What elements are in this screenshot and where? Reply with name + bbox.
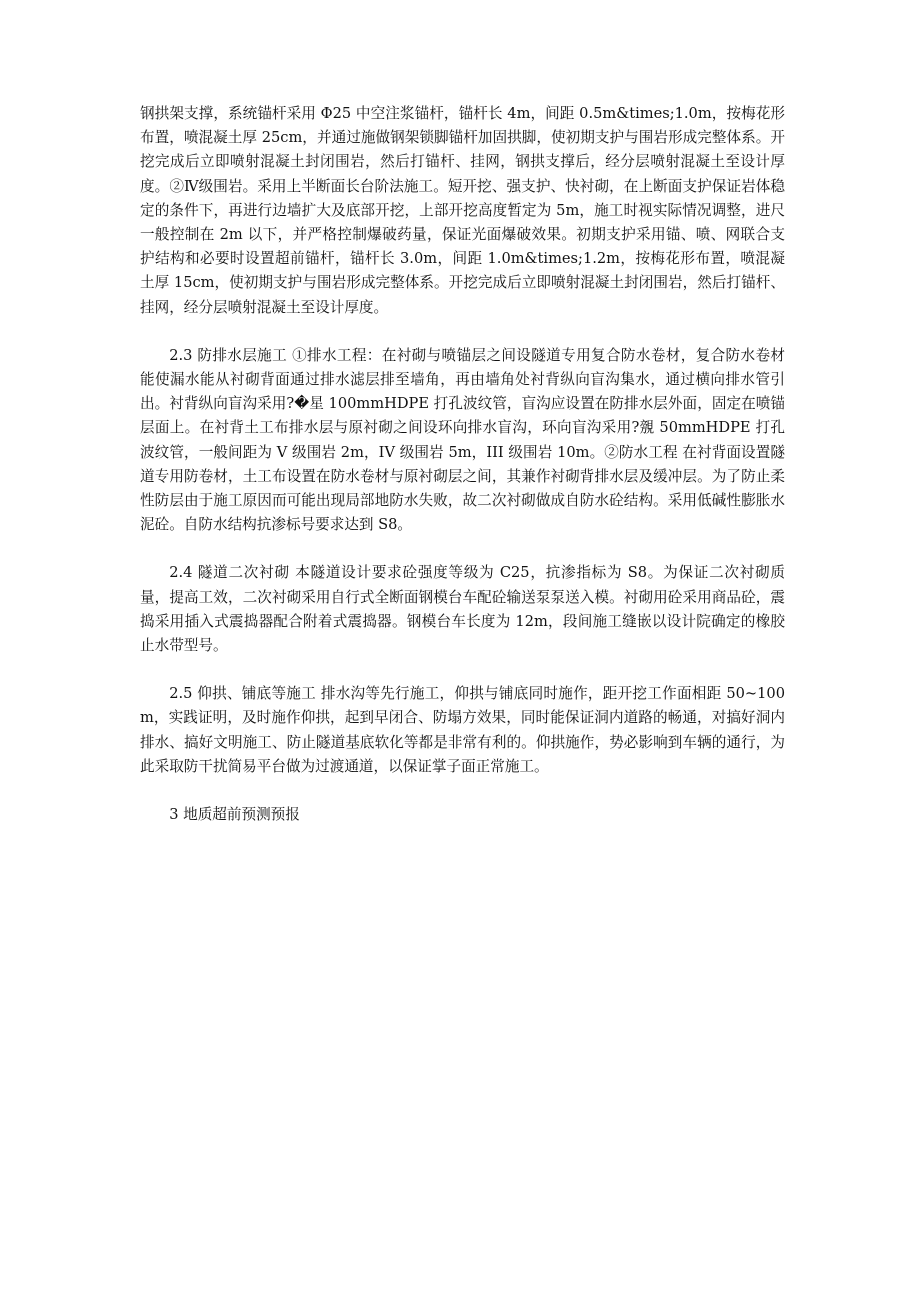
paragraph-inverted-arch: 2.5 仰拱、铺底等施工 排水沟等先行施工，仰拱与铺底同时施作，距开挖工作面相距 50~100m，实践证明，及时施作仰拱，起到早闭合、防塌方效果，同时能保证洞内道路的畅通，对搞好洞内排水、搞好文明施工、防止隧道基底软化等都是非常有利的。仰拱施作，势必影响到车辆的通行，为此采取防干扰简易平台做为过渡通道，以保证掌子面正常施工。 xyxy=(140,685,785,775)
paragraph-secondary-lining: 2.4 隧道二次衬砌 本隧道设计要求砼强度等级为 C25，抗渗指标为 S8。为保证二次衬砌质量，提高工效，二次衬砌采用自行式全断面钢模台车配砼输送泵泵送入模。衬砌用砼采用商品砼，震捣采用插入式震捣器配合附着式震捣器。钢模台车长度为 12m，段间施工缝嵌以设计院确定的橡胶止水带型号。 xyxy=(140,564,785,655)
paragraph-support-construction: 钢拱架支撑，系统锚杆采用 Φ25 中空注浆锚杆，锚杆长 4m，间距 0.5m&times;1.0m，按梅花形布置，喷混凝土厚 25cm，并通过施做钢架锁脚锚杆加固拱脚，使初期支护与围岩形成完整体系。开挖完成后立即喷射混凝土封闭围岩，然后打锚杆、挂网，钢拱支撑后，经分层喷射混凝土至设计厚度。②Ⅳ级围岩。采用上半断面长台阶法施工。短开挖、强支护、快衬砌，在上断面支护保证岩体稳定的条件下，再进行边墙扩大及底部开挖，上部开挖高度暂定为 5m，施工时视实际情况调整，进尺一般控制在 2m 以下，并严格控制爆破药量，保证光面爆破效果。初期支护采用锚、喷、网联合支护结构和必要时设置超前锚杆，锚杆长 3.0m，间距 1.0m&times;1.2m，按梅花形布置，喷混凝土厚 15cm，使初期支护与围岩形成完整体系。开挖完成后立即喷射混凝土封闭围岩，然后打锚杆、挂网，经分层喷射混凝土至设计厚度。 xyxy=(140,105,785,316)
paragraph-waterproof-drainage: 2.3 防排水层施工 ①排水工程：在衬砌与喷锚层之间设隧道专用复合防水卷材，复合防水卷材能使漏水能从衬砌背面通过排水滤层排至墙角，再由墙角处衬背纵向盲沟集水，通过横向排水管引出。衬背纵向盲沟采用?�星 100mmHDPE 打孔波纹管，盲沟应设置在防排水层外面，固定在喷锚层面上。在衬背土工布排水层与原衬砌之间设环向排水盲沟，环向盲沟采用?覫 50mmHDPE 打孔波纹管，一般间距为 V 级围岩 2m，IV 级围岩 5m，III 级围岩 10m。②防水工程 在衬背面设置隧道专用防卷材，土工布设置在防水卷材与原衬砌层之间，其兼作衬砌背排水层及缓冲层。为了防止柔性防层由于施工原因而可能出现局部地防水失败，故二次衬砌做成自防水砼结构。采用低碱性膨胀水泥砼。自防水结构抗渗标号要求达到 S8。 xyxy=(140,346,785,534)
document-body xyxy=(140,102,785,851)
section-heading-geological-forecast: 3 地质超前预测预报 xyxy=(169,806,300,824)
